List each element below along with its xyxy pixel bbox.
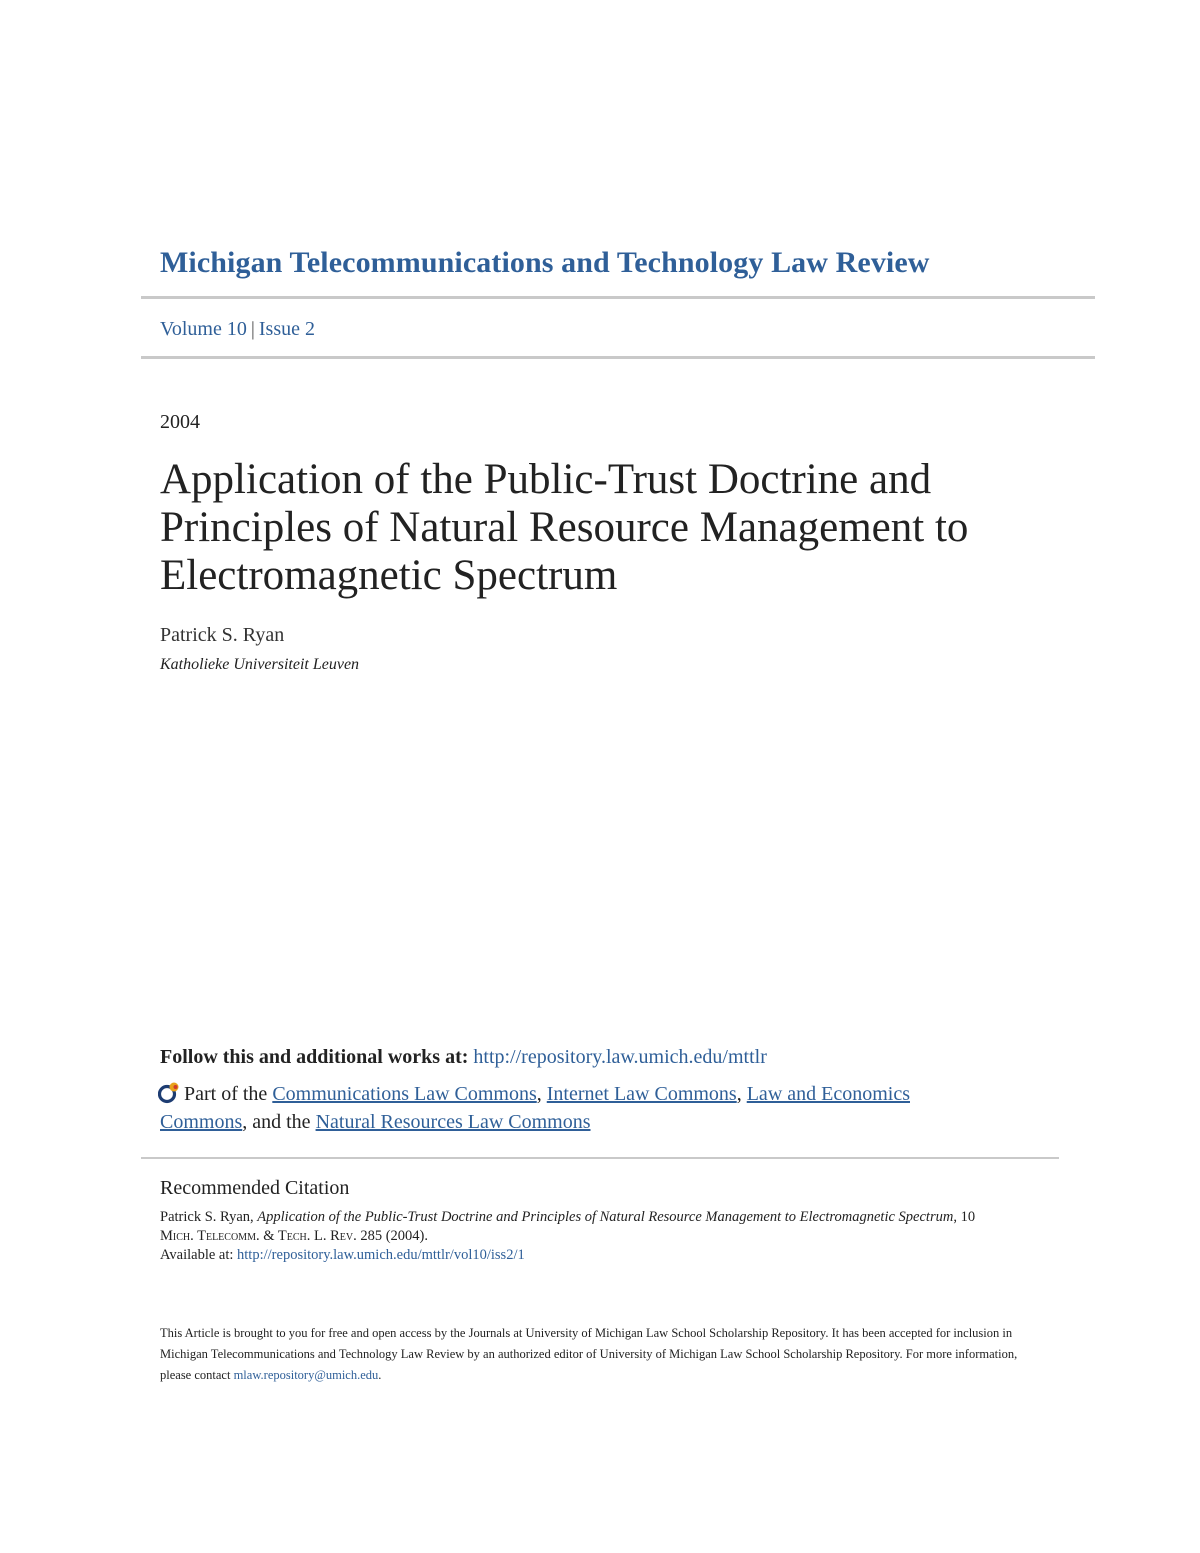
citation-divider <box>141 1157 1059 1159</box>
article-url-link[interactable]: http://repository.law.umich.edu/mttlr/vol10/iss2/1 <box>237 1247 525 1263</box>
article-title-line: Electromagnetic Spectrum <box>160 552 618 599</box>
top-divider <box>141 296 1095 299</box>
author-affiliation: Katholieke Universiteit Leuven <box>160 656 360 673</box>
publication-year: 2004 <box>160 411 200 433</box>
internet-law-commons-link[interactable]: Internet Law Commons <box>546 1083 737 1105</box>
citation-volume: , 10 <box>953 1209 976 1225</box>
natural-resources-law-commons-link[interactable]: Natural Resources Law Commons <box>315 1111 591 1133</box>
footer-notice <box>160 1323 1040 1386</box>
follow-line <box>160 1046 767 1069</box>
article-title-line: Application of the Public-Trust Doctrine and <box>160 456 932 503</box>
part-of-separator: , <box>736 1083 747 1105</box>
law-and-economics-commons-link[interactable]: Law and Economics <box>746 1083 910 1105</box>
part-of-separator: , and the <box>242 1111 316 1133</box>
footer-end: . <box>378 1368 382 1382</box>
repository-link[interactable]: http://repository.law.umich.edu/mttlr <box>473 1046 767 1068</box>
volume-issue-line <box>160 318 315 341</box>
digital-commons-icon <box>158 1082 180 1104</box>
available-label: Available at: <box>160 1247 238 1263</box>
article-title <box>160 456 1080 600</box>
author-name: Patrick S. Ryan <box>160 624 285 646</box>
volume-issue-separator: | <box>250 318 255 340</box>
part-of-prefix: Part of the <box>184 1083 273 1105</box>
article-title-line: Principles of Natural Resource Management to <box>160 504 969 551</box>
law-and-economics-commons-link-cont[interactable]: Commons <box>160 1111 243 1133</box>
part-of-commons <box>160 1080 1040 1136</box>
issue-link[interactable]: Issue 2 <box>258 318 315 340</box>
recommended-citation-heading: Recommended Citation <box>160 1177 350 1199</box>
part-of-separator: , <box>536 1083 547 1105</box>
volume-link[interactable]: Volume 10 <box>160 318 247 340</box>
citation-title: Application of the Public-Trust Doctrine and Principles of Natural Resource Management to Electromagnetic Spectrum <box>257 1209 954 1225</box>
journal-title: Michigan Telecommunications and Technology Law Review <box>160 246 930 279</box>
citation-text <box>160 1208 1040 1265</box>
citation-pages: 285 (2004). <box>356 1228 428 1244</box>
follow-label: Follow this and additional works at: <box>160 1046 474 1068</box>
contact-email-link[interactable]: mlaw.repository@umich.edu <box>233 1368 379 1382</box>
second-divider <box>141 356 1095 359</box>
citation-journal: Mich. Telecomm. & Tech. L. Rev. <box>160 1228 357 1244</box>
citation-author: Patrick S. Ryan, <box>160 1209 258 1225</box>
communications-law-commons-link[interactable]: Communications Law Commons <box>272 1083 537 1105</box>
footer-text: This Article is brought to you for free and open access by the Journals at University of Michigan Law School Scholarship Repository. It has been accepted for inclusion in Michigan Telecommunications and Technology Law Review by an authorized editor of University of Michigan Law School Scholarship Repository. For more information, please contact <box>160 1326 1018 1382</box>
